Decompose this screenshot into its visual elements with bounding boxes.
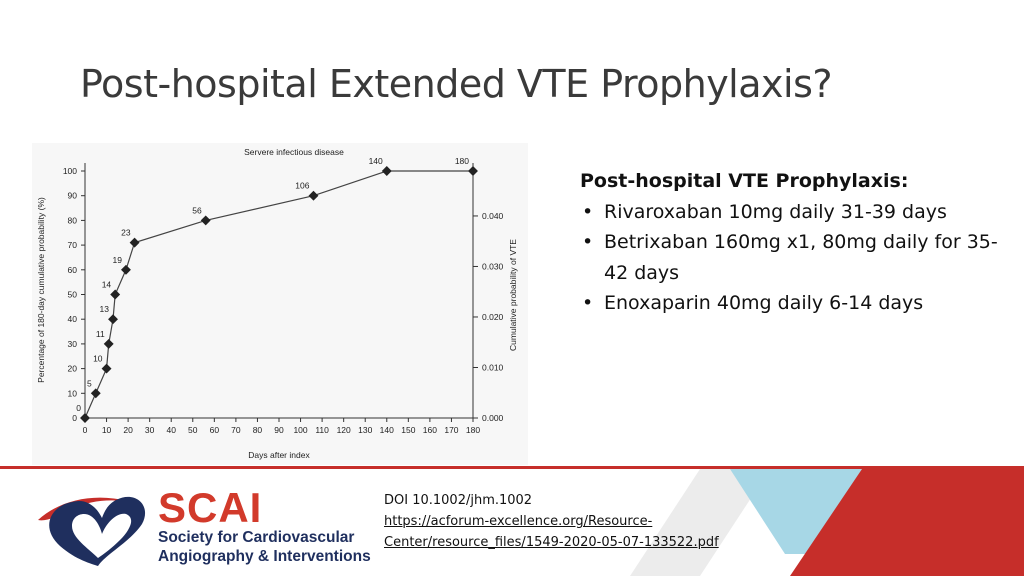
data-point-label: 0 [76, 403, 81, 413]
y2-tick-label: 0.040 [482, 210, 504, 221]
source-link-line-2[interactable]: Center/resource_files/1549-2020-05-07-133522.pdf [384, 535, 719, 550]
tick-marks [81, 171, 478, 422]
prophylaxis-list [580, 197, 1010, 319]
data-point-label: 5 [87, 378, 92, 389]
data-point-label: 106 [295, 180, 310, 191]
x-tick-label: 130 [358, 425, 373, 435]
data-point [309, 191, 319, 201]
y-tick-label: 20 [67, 363, 77, 374]
slide-title: Post-hospital Extended VTE Prophylaxis? [80, 62, 833, 106]
list-item-text: Enoxaparin 40mg daily 6-14 days [604, 292, 924, 314]
data-point [468, 166, 478, 176]
x-tick-label: 10 [101, 425, 112, 435]
x-tick-label: 60 [209, 425, 220, 435]
y-tick-label: 0 [72, 413, 77, 423]
y-tick-label: 30 [67, 338, 77, 349]
list-item [580, 227, 1010, 288]
source-link-line-1[interactable]: https://acforum-excellence.org/Resource- [384, 514, 653, 529]
data-point-label: 11 [95, 328, 105, 339]
x-tick-label: 170 [444, 425, 459, 435]
y-tick-label: 70 [67, 240, 77, 251]
x-tick-label: 20 [123, 425, 133, 435]
data-point [102, 364, 112, 374]
y-tick-label: 50 [67, 289, 77, 300]
x-tick-label: 120 [336, 425, 351, 435]
tick-labels [63, 166, 504, 435]
scai-org-name [158, 528, 371, 566]
data-point-label: 56 [192, 205, 202, 216]
series-points [76, 156, 478, 423]
y-tick-label: 100 [62, 166, 77, 176]
source-citation [384, 490, 719, 553]
x-axis-label: Days after index [248, 450, 310, 460]
bullet-glyph: • [582, 231, 594, 253]
data-point-label: 23 [121, 227, 131, 238]
bullet-glyph: • [582, 292, 594, 314]
x-tick-label: 90 [274, 425, 284, 435]
x-tick-label: 80 [252, 425, 263, 435]
x-tick-label: 180 [465, 425, 481, 435]
data-point-label: 180 [454, 156, 469, 166]
list-item-text: Betrixaban 160mg x1, 80mg daily for 35-42 days [604, 231, 998, 284]
data-point-label: 13 [99, 304, 110, 315]
data-point-label: 140 [368, 156, 383, 166]
x-tick-label: 160 [422, 425, 437, 435]
data-point [108, 314, 118, 324]
x-tick-label: 40 [166, 425, 176, 435]
x-tick-label: 50 [188, 425, 198, 435]
prophylaxis-heading: Post-hospital VTE Prophylaxis: [580, 170, 909, 192]
list-item [580, 288, 1010, 319]
logo-navy-heart [49, 497, 145, 566]
data-point [382, 166, 392, 176]
x-tick-label: 100 [293, 425, 308, 435]
x-tick-label: 110 [315, 425, 329, 435]
data-point [104, 339, 114, 349]
chart-title: Servere infectious disease [244, 147, 344, 157]
data-point [201, 215, 211, 225]
bullet-glyph: • [582, 200, 594, 223]
data-point [110, 290, 120, 300]
data-point-label: 14 [101, 279, 112, 290]
x-tick-label: 0 [82, 425, 88, 435]
data-point [80, 413, 90, 423]
scai-wordmark: SCAI [158, 484, 263, 531]
prophylaxis-panel [580, 166, 1010, 319]
chart-svg [32, 143, 528, 465]
data-point [121, 265, 131, 275]
org-line-2: Angiography & Interventions [158, 548, 371, 565]
y-tick-label: 90 [67, 190, 77, 201]
data-point [130, 238, 140, 248]
org-line-1: Society for Cardiovascular [158, 529, 355, 546]
y-tick-label: 40 [67, 314, 77, 325]
y-axis-label: Percentage of 180-day cumulative probability (%) [36, 197, 46, 383]
y2-axis-label: Cumulative probability of VTE [508, 239, 518, 351]
series-line [85, 171, 473, 418]
y-tick-label: 80 [67, 215, 77, 226]
data-point-label: 10 [93, 353, 103, 364]
list-item-text: Rivaroxaban 10mg daily 31-39 days [604, 200, 947, 223]
data-point [91, 388, 101, 398]
x-tick-label: 70 [231, 425, 241, 435]
y2-tick-label: 0.000 [482, 413, 504, 423]
data-point-label: 19 [112, 254, 122, 265]
y-tick-label: 60 [67, 264, 77, 275]
x-tick-label: 30 [144, 425, 155, 435]
doi-text: DOI 10.1002/jhm.1002 [384, 493, 533, 508]
y-tick-label: 10 [67, 388, 77, 399]
y2-tick-label: 0.010 [482, 362, 504, 373]
x-tick-label: 140 [379, 425, 394, 435]
chart-figure [32, 143, 528, 465]
x-tick-label: 150 [401, 425, 416, 435]
y2-tick-label: 0.030 [482, 261, 504, 272]
list-item [580, 197, 1010, 228]
y2-tick-label: 0.020 [482, 311, 504, 322]
